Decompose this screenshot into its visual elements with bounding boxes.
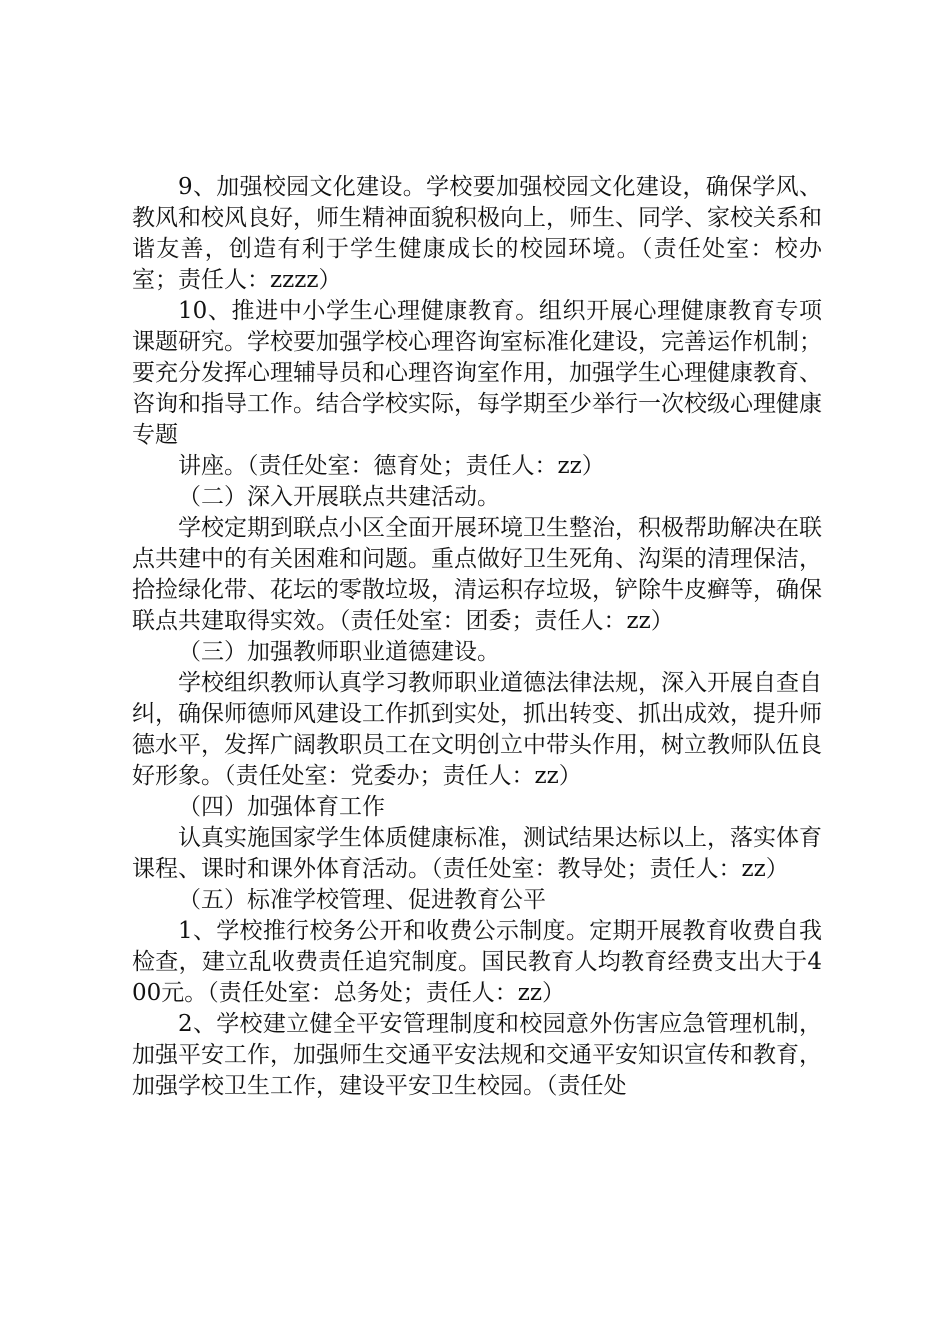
paragraph-campus-culture: 9、加强校园文化建设。学校要加强校园文化建设，确保学风、教风和校风良好，师生精神面貌积极向上，师生、同学、家校关系和谐友善，创造有利于学生健康成长的校园环境。（责任处室：校办室；责任人：zzzz） [132, 174, 822, 293]
paragraph-teacher-ethics: 学校组织教师认真学习教师职业道德法律法规，深入开展自查自纠，确保师德师风建设工作抓到实处，抓出转变、抓出成效，提升师德水平，发挥广阔教职员工在文明创立中带头作用，树立教师队伍良好形象。（责任处室：党委办；责任人：zz） [132, 670, 822, 789]
section-heading-5: （五）标准学校管理、促进教育公平 [178, 887, 546, 913]
document-page [132, 172, 822, 1102]
section-heading-2: （二）深入开展联点共建活动。 [178, 484, 500, 510]
section-heading-4: （四）加强体育工作 [178, 794, 385, 820]
paragraph-lecture: 讲座。（责任处室：德育处；责任人：zz） [178, 453, 605, 479]
paragraph-sports: 认真实施国家学生体质健康标准，测试结果达标以上，落实体育课程、课时和课外体育活动。（责任处室：教导处；责任人：zz） [132, 825, 822, 882]
paragraph-community: 学校定期到联点小区全面开展环境卫生整治，积极帮助解决在联点共建中的有关困难和问题。重点做好卫生死角、沟渠的清理保洁，拾捡绿化带、花坛的零散垃圾，清运积存垃圾，铲除牛皮癣等，确保联点共建取得实效。（责任处室：团委；责任人：zz） [132, 515, 822, 634]
paragraph-mental-health: 10、推进中小学生心理健康教育。组织开展心理健康教育专项课题研究。学校要加强学校心理咨询室标准化建设，完善运作机制；要充分发挥心理辅导员和心理咨询室作用，加强学生心理健康教育、咨询和指导工作。结合学校实际，每学期至少举行一次校级心理健康专题 [132, 298, 822, 448]
paragraph-fees: 1、学校推行校务公开和收费公示制度。定期开展教育收费自我检查，建立乱收费责任追究制度。国民教育人均教育经费支出大于400元。（责任处室：总务处；责任人：zz） [132, 918, 822, 1006]
section-heading-3: （三）加强教师职业道德建设。 [178, 639, 500, 665]
paragraph-safety: 2、学校建立健全平安管理制度和校园意外伤害应急管理机制，加强平安工作，加强师生交通平安法规和交通平安知识宣传和教育，加强学校卫生工作，建设平安卫生校园。（责任处 [132, 1011, 822, 1099]
